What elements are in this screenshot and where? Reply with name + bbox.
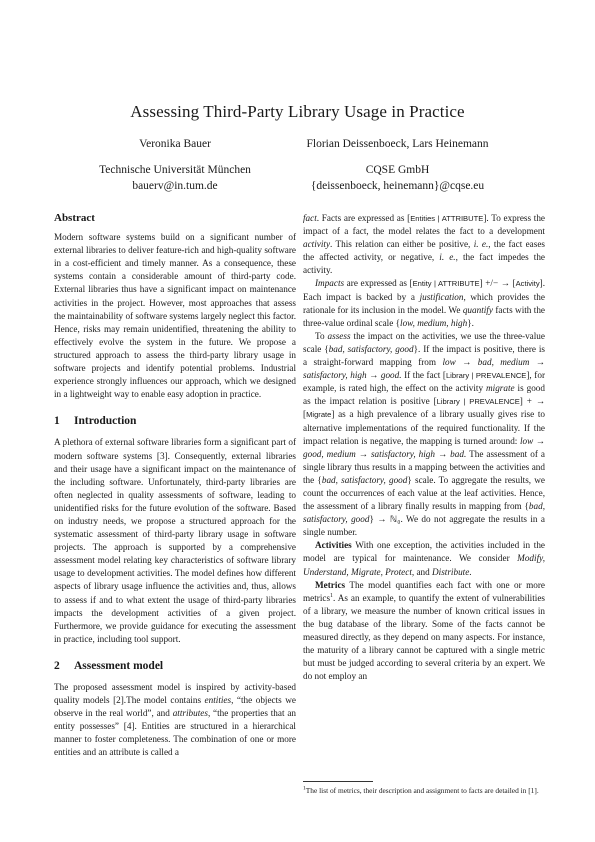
section-title: Introduction — [74, 415, 137, 428]
footnote-text: The list of metrics, their description and assignment to facts are detailed in [1]. — [305, 786, 539, 795]
section-heading-introduction — [54, 415, 296, 428]
section-number: 2 — [54, 659, 60, 672]
footnote — [303, 786, 545, 797]
model-paragraph-1-end: fact. Facts are expressed as [Entities | ATTRIBUTE]. To express the impact of a fact, the model relates the fact to a development activity. This relation can either be positive, i. e., the fact eases the affected activity, or negative, i. e., the fact impedes the activity. — [303, 213, 545, 276]
author-email: bauerv@in.tum.de — [132, 180, 218, 192]
right-column — [303, 212, 545, 683]
author-name: Veronika Bauer — [139, 138, 211, 150]
paper-title: Assessing Third-Party Library Usage in Practice — [130, 102, 465, 121]
paragraph-head-activities: Activities — [315, 540, 352, 551]
section-title: Assessment model — [74, 659, 164, 672]
section-heading-assessment-model — [54, 660, 296, 673]
footnote-mark: 1 — [303, 785, 306, 792]
left-column — [54, 212, 296, 760]
abstract-text: Modern software systems build on a significant number of external libraries to deliver feature-rich and high-quality software in a cost-efficient and timely manner. As a consequence, these systems contain a considerable amount of third-party code. External libraries thus have a significant impact on maintenance activities in the project. However, most approaches that assess the maintainability of software systems largely neglect this factor. Hence, risks may remain unidentified, threatening the ability to effectively evolve the system in the future. We propose a structured approach to assess the third-party library usage in software projects and identify potential problems. Industrial experience strongly influences our approach, which we designed in a lightweight way to enable easy adoption in practice. — [54, 232, 296, 400]
abstract-heading: Abstract — [54, 212, 95, 224]
model-paragraph-metrics: Metrics The model quantifies each fact with one or more metrics$^1$. As an example, to quantify the extent of vulnerabilities of a library, we measure the number of known critical issues in the bug database of the library. Some of the facts cannot be measured directly, as they depend on many aspects. For instance, the maturity of a library cannot be captured with a single metric but must be judged according to several criteria by an expert. We do not employ an — [303, 579, 545, 682]
author-affiliation: Technische Universität München — [99, 164, 251, 176]
section-number: 1 — [54, 415, 60, 428]
footnote-marker: 1 — [330, 592, 334, 599]
author-block-2 — [270, 136, 525, 194]
model-paragraph-activities: Activities With one exception, the activities included in the model are typical for maintenance. We consider Modify, Understand, Migrate, Protect, and Distribute. — [303, 540, 545, 577]
author-affiliation: CQSE GmbH — [365, 164, 430, 176]
model-paragraph-impacts: Impacts are expressed as [Entity | ATTRIBUTE] +/− → [Activity]. Each impact is backed by a justification, which provides the rationale for its inclusion in the model. We quantify facts with the three-value ordinal scale {low, medium, high}. — [303, 278, 546, 328]
author-block-1 — [70, 136, 280, 194]
author-name: Florian Deissenboeck, Lars Heinemann — [306, 138, 489, 150]
paragraph-head-metrics: Metrics — [315, 579, 346, 590]
footnote-rule — [303, 781, 373, 782]
model-paragraph-1-start: The proposed assessment model is inspired by activity-based quality models [2].The model contains entities, “the objects we observe in the real world”, and attributes, “the properties that an entity possesses” [4]. Entities are structured in a hierarchical manner to foster completeness. The combination of one or more entities and an attribute is called a — [54, 682, 296, 758]
introduction-paragraph: A plethora of external software libraries form a significant part of modern software systems [3]. Consequently, external libraries and their usage have a significant impact on the maintenance of the including software. Unfortunately, third-party libraries are often neglected in quality assessments of software, leading to unidentified risks for the future evolution of the software. Based on industry needs, we propose a structured approach for the systematic assessment of third-party library usage in software projects. The approach is supported by a comprehensive assessment model relating key characteristics of software library usage to development activities. The model defines how different aspects of library usage influence the activities and, thus, allows to assess if and to what extent the usage of third-party libraries impacts the development activities of a given project. Furthermore, we provide guidance for executing the assessment in practice, including tool support. — [54, 437, 296, 644]
author-email: {deissenboeck, heinemann}@cqse.eu — [310, 180, 485, 192]
model-paragraph-assess: To assess the impact on the activities, we use the three-value scale {bad, satisfactory, good}. If the impact is positive, there is a straight-forward mapping from low → bad, medium → satisfactory, high → good. If the fact [Library | PREVALENCE], for example, is rated high, the effect on the activity migrate is good as the impact relation is positive [Library | PREVALENCE] + → [Migrate] as a high prevalence of a library usually gives rise to alternative implementations of the required functionality. If the impact relation is negative, the mapping is turned around: low → good, medium → satisfactory, high → bad. The assessment of a single library thus results in a mapping between the activities and the {bad, satisfactory, good} scale. To aggregate the results, we count the occurrences of each value at the leaf activities. Hence, the assessment of a library finally results in mapping from {bad, satisfactory, good} → ℕ₀. We do not aggregate the results in a single number. — [303, 330, 546, 538]
